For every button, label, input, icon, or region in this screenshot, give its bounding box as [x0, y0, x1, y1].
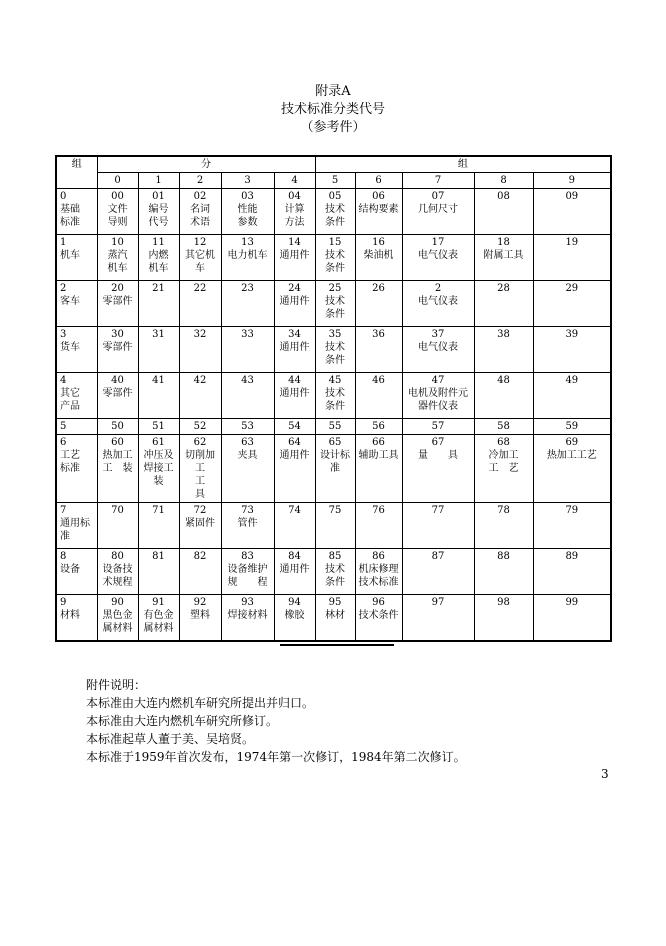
divider-rule — [280, 644, 394, 646]
cell-code: 52 — [193, 421, 207, 432]
column-header: 9 — [533, 173, 611, 189]
table-cell — [355, 281, 402, 327]
table-cell — [274, 549, 315, 595]
table-cell — [221, 327, 274, 373]
cell-code: 53 — [241, 421, 254, 432]
table-cell — [402, 549, 474, 595]
table-cell — [221, 503, 274, 549]
table-cell — [221, 189, 274, 235]
table-cell — [402, 281, 474, 327]
cell-name: 紧固件 — [185, 518, 215, 529]
cell-code: 92 — [193, 597, 207, 608]
cell-name: 设计标 准 — [320, 450, 351, 474]
cell-code: 71 — [152, 505, 165, 516]
cell-code: 28 — [497, 283, 510, 294]
cell-name: 夹具 — [237, 450, 258, 461]
cell-code: 96 — [372, 597, 385, 608]
notes-line: 本标准由大连内燃机车研究所提出并归口。 — [86, 696, 315, 710]
cell-name: 文件 导则 — [107, 204, 128, 228]
page-number: 3 — [601, 767, 609, 781]
table-cell — [355, 549, 402, 595]
table-cell — [533, 503, 611, 549]
table-cell — [533, 435, 611, 503]
row-header: 2 客车 — [56, 281, 97, 327]
table-cell — [179, 235, 221, 281]
cell-code: 88 — [497, 551, 510, 562]
cell-code: 40 — [111, 375, 124, 386]
cell-code: 03 — [241, 191, 254, 202]
table-cell — [474, 235, 533, 281]
cell-code: 65 — [328, 437, 342, 448]
cell-name: 零部件 — [102, 388, 133, 399]
cell-code: 63 — [241, 437, 254, 448]
cell-name: 电气仪表 — [418, 250, 459, 261]
cell-code: 69 — [565, 437, 579, 448]
cell-name: 热加工 工 装 — [102, 450, 133, 474]
table-cell — [138, 549, 179, 595]
table-cell — [179, 327, 221, 373]
cell-code: 37 — [431, 329, 445, 340]
table-cell — [179, 503, 221, 549]
table-cell — [179, 549, 221, 595]
cell-code: 95 — [328, 597, 342, 608]
table-cell — [274, 281, 315, 327]
notes-line: 本标准由大连内燃机车研究所修订。 — [86, 714, 279, 728]
table-cell — [533, 235, 611, 281]
cell-code: 02 — [193, 191, 207, 202]
table-cell — [221, 419, 274, 435]
table-cell — [355, 235, 402, 281]
table-row — [56, 327, 611, 373]
cell-code: 32 — [193, 329, 207, 340]
table-row — [56, 549, 611, 595]
table-cell — [221, 549, 274, 595]
cell-name: 管件 — [237, 518, 258, 529]
cell-name: 黑色金 属材料 — [102, 610, 133, 634]
cell-name: 通用件 — [279, 564, 310, 575]
table-cell — [533, 595, 611, 642]
table-cell — [402, 595, 474, 642]
row-header: 4 其它 产品 — [56, 373, 97, 419]
table-cell — [474, 189, 533, 235]
table-cell — [138, 189, 179, 235]
cell-code: 99 — [565, 597, 579, 608]
table-row — [56, 503, 611, 549]
cell-name: 冷加工 工 艺 — [488, 450, 519, 474]
cell-code: 09 — [565, 191, 579, 202]
cell-code: 30 — [111, 329, 124, 340]
group-title-left: 分 — [97, 156, 315, 173]
cell-code: 25 — [328, 283, 342, 294]
cell-code: 84 — [288, 551, 301, 562]
cell-code: 45 — [328, 375, 342, 386]
table-cell — [221, 595, 274, 642]
table-cell — [474, 419, 533, 435]
cell-name: 技术条件 — [358, 610, 399, 621]
table-cell — [315, 235, 355, 281]
cell-name: 技术 条件 — [325, 250, 346, 274]
cell-code: 34 — [288, 329, 301, 340]
cell-code: 66 — [372, 437, 385, 448]
cell-code: 83 — [241, 551, 254, 562]
cell-name: 林材 — [325, 610, 346, 621]
column-header: 0 — [97, 173, 138, 189]
cell-name: 几何尺寸 — [418, 204, 459, 215]
notes-line: 本标准于1959年首次发布，1974年第一次修订，1984年第二次修订。 — [86, 750, 466, 764]
cell-code: 93 — [241, 597, 254, 608]
cell-name: 橡胶 — [284, 610, 305, 621]
table-cell — [97, 189, 138, 235]
cell-code: 62 — [193, 437, 207, 448]
row-header: 0 基础 标准 — [56, 189, 97, 235]
table-cell — [474, 549, 533, 595]
table-cell — [533, 419, 611, 435]
cell-name: 名词 术语 — [190, 204, 210, 228]
table-cell — [315, 503, 355, 549]
column-header: 2 — [179, 173, 221, 189]
table-cell — [315, 549, 355, 595]
table-cell — [315, 595, 355, 642]
table-cell — [315, 327, 355, 373]
cell-code: 68 — [497, 437, 510, 448]
cell-code: 70 — [111, 505, 124, 516]
cell-name: 机床修理 技术标准 — [358, 564, 399, 588]
cell-name: 技术 条件 — [325, 564, 346, 588]
cell-code: 98 — [497, 597, 510, 608]
table-cell — [97, 281, 138, 327]
cell-code: 76 — [372, 505, 385, 516]
cell-code: 36 — [372, 329, 385, 340]
cell-code: 24 — [288, 283, 301, 294]
column-header: 6 — [355, 173, 402, 189]
table-cell — [97, 549, 138, 595]
table-cell — [274, 235, 315, 281]
table-cell — [315, 189, 355, 235]
cell-name: 热加工工艺 — [546, 450, 597, 461]
cell-name: 焊接材料 — [227, 610, 268, 621]
table-cell — [138, 373, 179, 419]
cell-name: 技术 条件 — [325, 296, 346, 320]
table-cell — [179, 595, 221, 642]
table-cell — [355, 189, 402, 235]
table-cell — [221, 435, 274, 503]
cell-code: 22 — [193, 283, 207, 294]
notes-section — [86, 676, 466, 766]
cell-code: 61 — [152, 437, 165, 448]
table-cell — [474, 373, 533, 419]
cell-code: 86 — [372, 551, 385, 562]
cell-code: 12 — [193, 237, 207, 248]
column-header: 4 — [274, 173, 315, 189]
table-cell — [355, 373, 402, 419]
cell-code: 58 — [497, 421, 510, 432]
cell-name: 辅助工具 — [358, 450, 399, 461]
table-cell — [274, 189, 315, 235]
table-cell — [221, 373, 274, 419]
table-cell — [474, 503, 533, 549]
table-cell — [315, 435, 355, 503]
cell-name: 编号 代号 — [148, 204, 169, 228]
table-cell — [97, 327, 138, 373]
document-subtitle: （参考件） — [300, 120, 366, 135]
table-cell — [274, 373, 315, 419]
table-cell — [402, 235, 474, 281]
cell-name: 蒸汽 机车 — [107, 250, 128, 274]
cell-name: 内燃 机车 — [148, 250, 169, 274]
table-cell — [355, 327, 402, 373]
cell-code: 77 — [431, 505, 445, 516]
row-header: 5 — [56, 419, 97, 435]
table-cell — [138, 419, 179, 435]
cell-code: 13 — [241, 237, 254, 248]
table-cell — [274, 503, 315, 549]
cell-code: 33 — [241, 329, 254, 340]
cell-code: 49 — [565, 375, 579, 386]
cell-name: 性能 参数 — [237, 204, 258, 228]
cell-code: 48 — [497, 375, 510, 386]
table-row — [56, 419, 611, 435]
cell-name: 电机及附件元 器件仪表 — [408, 388, 469, 412]
cell-name: 零部件 — [102, 296, 133, 307]
cell-code: 18 — [497, 237, 510, 248]
table-row — [56, 435, 611, 503]
cell-code: 81 — [152, 551, 165, 562]
notes-heading: 附件说明： — [86, 678, 147, 692]
cell-code: 17 — [431, 237, 445, 248]
table-cell — [138, 595, 179, 642]
cell-name: 通用件 — [279, 296, 310, 307]
column-header: 7 — [402, 173, 474, 189]
cell-code: 42 — [193, 375, 207, 386]
cell-name: 技术 条件 — [325, 388, 346, 412]
cell-code: 10 — [111, 237, 124, 248]
cell-code: 2 — [434, 283, 442, 294]
cell-name: 附属工具 — [483, 250, 524, 261]
table-cell — [474, 435, 533, 503]
cell-code: 35 — [328, 329, 342, 340]
table-cell — [474, 595, 533, 642]
document-title: 技术标准分类代号 — [280, 102, 385, 117]
cell-code: 94 — [288, 597, 301, 608]
cell-code: 04 — [288, 191, 301, 202]
row-header: 9 材料 — [56, 595, 97, 642]
cell-name: 量 具 — [418, 450, 459, 461]
row-header: 3 货车 — [56, 327, 97, 373]
cell-name: 塑料 — [190, 610, 210, 621]
column-header: 3 — [221, 173, 274, 189]
cell-code: 43 — [241, 375, 254, 386]
table-cell — [402, 189, 474, 235]
cell-code: 54 — [288, 421, 301, 432]
cell-code: 55 — [328, 421, 342, 432]
cell-code: 97 — [431, 597, 445, 608]
notes-line: 本标准起草人董于美、吴培贤。 — [86, 732, 255, 746]
corner-header: 组 — [56, 156, 97, 189]
cell-code: 73 — [241, 505, 254, 516]
cell-code: 85 — [328, 551, 342, 562]
cell-code: 90 — [111, 597, 124, 608]
table-cell — [533, 549, 611, 595]
cell-code: 59 — [565, 421, 579, 432]
cell-name: 通用件 — [279, 388, 310, 399]
table-cell — [533, 189, 611, 235]
classification-table — [55, 155, 612, 642]
cell-code: 41 — [152, 375, 165, 386]
table-cell — [179, 189, 221, 235]
row-header: 8 设备 — [56, 549, 97, 595]
table-cell — [474, 327, 533, 373]
column-header: 1 — [138, 173, 179, 189]
cell-name: 其它机车 — [185, 250, 215, 274]
table-row — [56, 235, 611, 281]
cell-code: 44 — [288, 375, 301, 386]
cell-code: 72 — [193, 505, 207, 516]
cell-code: 21 — [152, 283, 165, 294]
cell-name: 设备维护 规 程 — [227, 564, 268, 588]
table-cell — [221, 281, 274, 327]
cell-code: 87 — [431, 551, 445, 562]
cell-code: 67 — [431, 437, 445, 448]
cell-code: 15 — [328, 237, 342, 248]
table-cell — [533, 281, 611, 327]
cell-code: 75 — [328, 505, 342, 516]
cell-code: 56 — [372, 421, 385, 432]
table-cell — [138, 435, 179, 503]
cell-code: 23 — [241, 283, 254, 294]
table-row — [56, 595, 611, 642]
cell-code: 60 — [111, 437, 124, 448]
cell-code: 31 — [152, 329, 165, 340]
table-cell — [179, 373, 221, 419]
cell-code: 19 — [565, 237, 579, 248]
group-title-right: 组 — [315, 156, 611, 173]
row-header: 1 机车 — [56, 235, 97, 281]
cell-code: 26 — [372, 283, 385, 294]
cell-code: 79 — [565, 505, 579, 516]
cell-code: 05 — [328, 191, 342, 202]
cell-name: 结构要素 — [358, 204, 399, 215]
table-cell — [355, 595, 402, 642]
cell-name: 通用件 — [279, 450, 310, 461]
cell-code: 89 — [565, 551, 579, 562]
cell-name: 计算 方法 — [284, 204, 305, 228]
cell-code: 11 — [152, 237, 165, 248]
table-cell — [97, 373, 138, 419]
table-row — [56, 373, 611, 419]
cell-code: 16 — [372, 237, 385, 248]
cell-code: 14 — [288, 237, 301, 248]
cell-name: 技术 条件 — [325, 204, 346, 228]
cell-name: 技术 条件 — [325, 342, 346, 366]
cell-code: 47 — [431, 375, 445, 386]
cell-code: 29 — [565, 283, 579, 294]
cell-code: 01 — [152, 191, 165, 202]
cell-code: 07 — [431, 191, 445, 202]
table-cell — [138, 503, 179, 549]
cell-name: 电气仪表 — [418, 342, 459, 353]
table-cell — [533, 327, 611, 373]
table-cell — [474, 281, 533, 327]
appendix-label: 附录A — [315, 84, 351, 99]
cell-code: 64 — [288, 437, 301, 448]
cell-name: 冲压及 焊接工 装 — [143, 450, 174, 487]
table-cell — [274, 435, 315, 503]
cell-name: 柴油机 — [363, 250, 394, 261]
table-cell — [274, 595, 315, 642]
table-cell — [179, 419, 221, 435]
cell-code: 39 — [565, 329, 579, 340]
cell-code: 06 — [372, 191, 385, 202]
cell-code: 91 — [152, 597, 165, 608]
column-header: 5 — [315, 173, 355, 189]
cell-code: 46 — [372, 375, 385, 386]
table-cell — [355, 419, 402, 435]
table-row — [56, 281, 611, 327]
table-cell — [315, 281, 355, 327]
table-cell — [274, 419, 315, 435]
table-cell — [138, 327, 179, 373]
table-cell — [355, 503, 402, 549]
table-cell — [138, 281, 179, 327]
table-cell — [402, 327, 474, 373]
cell-code: 00 — [111, 191, 124, 202]
cell-code: 82 — [193, 551, 207, 562]
row-header: 7 通用标 准 — [56, 503, 97, 549]
cell-code: 08 — [497, 191, 510, 202]
cell-name: 通用件 — [279, 342, 310, 353]
cell-name: 切削加工 工 具 — [185, 450, 215, 500]
cell-code: 57 — [431, 421, 445, 432]
cell-code: 74 — [288, 505, 301, 516]
table-cell — [179, 281, 221, 327]
table-cell — [97, 419, 138, 435]
table-cell — [97, 503, 138, 549]
table-cell — [355, 435, 402, 503]
table-cell — [274, 327, 315, 373]
table-cell — [402, 503, 474, 549]
cell-code: 50 — [111, 421, 124, 432]
cell-code: 80 — [111, 551, 124, 562]
column-header: 8 — [474, 173, 533, 189]
row-header: 6 工艺 标准 — [56, 435, 97, 503]
cell-code: 38 — [497, 329, 510, 340]
table-cell — [402, 435, 474, 503]
cell-code: 51 — [152, 421, 165, 432]
table-cell — [315, 419, 355, 435]
cell-name: 电力机车 — [227, 250, 268, 261]
cell-code: 78 — [497, 505, 510, 516]
table-cell — [97, 435, 138, 503]
cell-name: 电气仪表 — [418, 296, 459, 307]
cell-code: 20 — [111, 283, 124, 294]
cell-name: 有色金 属材料 — [143, 610, 174, 634]
table-cell — [533, 373, 611, 419]
table-cell — [97, 235, 138, 281]
table-cell — [315, 373, 355, 419]
table-cell — [402, 419, 474, 435]
cell-name: 零部件 — [102, 342, 133, 353]
table-cell — [402, 373, 474, 419]
table-cell — [138, 235, 179, 281]
cell-name: 设备技 术规程 — [102, 564, 133, 588]
cell-name: 通用件 — [279, 250, 310, 261]
table-cell — [97, 595, 138, 642]
table-row — [56, 189, 611, 235]
table-cell — [179, 435, 221, 503]
table-cell — [221, 235, 274, 281]
